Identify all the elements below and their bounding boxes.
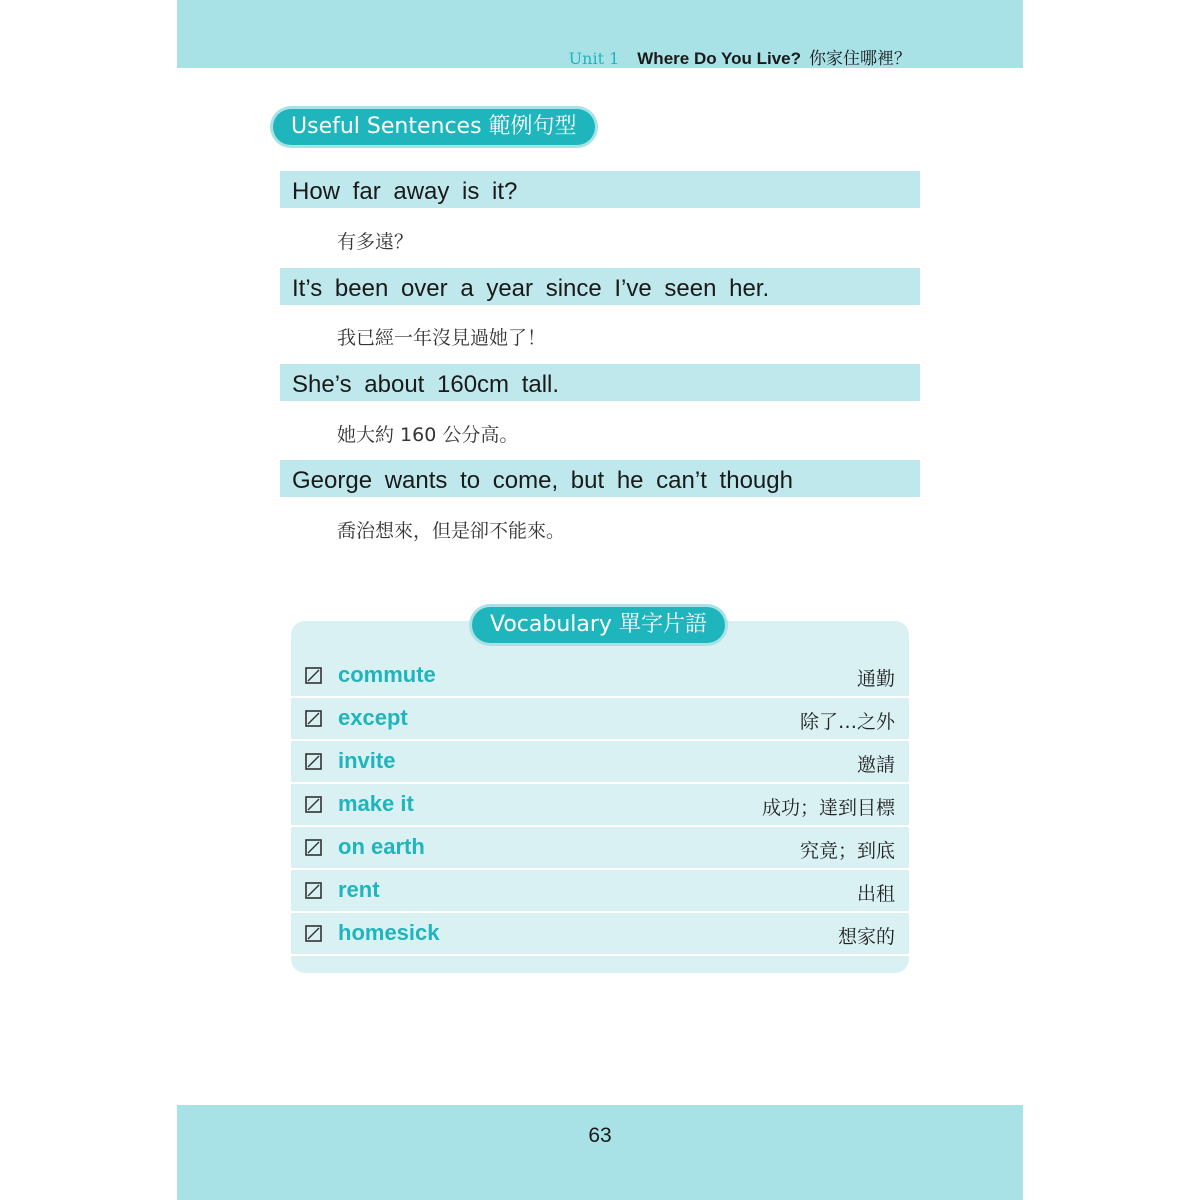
- sentence-en-3: She’s about 160cm tall.: [280, 364, 920, 404]
- sentence-zh-1: 有多遠？: [337, 231, 414, 253]
- checkbox-icon[interactable]: [305, 796, 322, 813]
- book-page: [177, 0, 1023, 1200]
- vocabulary-heading: Vocabulary 單字片語: [472, 607, 725, 643]
- vocab-meaning: 想家的: [837, 926, 895, 948]
- vocab-row: [291, 870, 909, 913]
- vocab-meaning: 出租: [856, 883, 895, 905]
- sentence-en-2: It’s been over a year since I’ve seen her.: [280, 268, 920, 308]
- vocab-term: commute: [338, 662, 436, 687]
- vocab-meaning: 除了…之外: [799, 711, 895, 733]
- useful-sentences-heading: Useful Sentences 範例句型: [273, 109, 595, 145]
- vocab-term: invite: [338, 748, 396, 773]
- sentence-zh-4: 喬治想來，但是卻不能來。: [337, 520, 566, 542]
- checkbox-icon[interactable]: [305, 882, 322, 899]
- vocab-meaning: 邀請: [856, 754, 895, 776]
- sentence-en-1: How far away is it?: [280, 171, 920, 211]
- vocabulary-list: [291, 655, 909, 956]
- vocab-meaning: 究竟；到底: [799, 840, 895, 862]
- vocab-row: [291, 698, 909, 741]
- vocab-row: [291, 655, 909, 698]
- vocab-term: make it: [338, 791, 414, 816]
- checkbox-icon[interactable]: [305, 839, 322, 856]
- page-number: 63: [588, 1124, 612, 1147]
- sentence-zh-3: 她大約 160 公分高。: [337, 424, 519, 446]
- checkbox-icon[interactable]: [305, 753, 322, 770]
- vocabulary-box: [291, 621, 909, 973]
- vocab-meaning: 通勤: [856, 668, 895, 690]
- vocab-term: on earth: [338, 834, 425, 859]
- vocab-term: except: [338, 705, 408, 730]
- unit-title-zh: 你家住哪裡？: [809, 49, 911, 69]
- unit-title-en: Where Do You Live?: [637, 49, 801, 68]
- checkbox-icon[interactable]: [305, 925, 322, 942]
- vocab-term: homesick: [338, 920, 440, 945]
- sentence-zh-2: 我已經一年沒見過她了！: [337, 327, 547, 349]
- vocab-row: [291, 741, 909, 784]
- sentence-en-4: George wants to come, but he can’t though: [280, 460, 920, 500]
- page-header: [569, 44, 911, 69]
- unit-label: Unit 1: [568, 49, 620, 68]
- vocab-row: [291, 827, 909, 870]
- checkbox-icon[interactable]: [305, 710, 322, 727]
- vocab-term: rent: [338, 877, 380, 902]
- vocab-row: [291, 913, 909, 956]
- vocab-row: [291, 784, 909, 827]
- vocab-meaning: 成功；達到目標: [761, 797, 895, 819]
- checkbox-icon[interactable]: [305, 667, 322, 684]
- footer-band: [177, 1105, 1023, 1200]
